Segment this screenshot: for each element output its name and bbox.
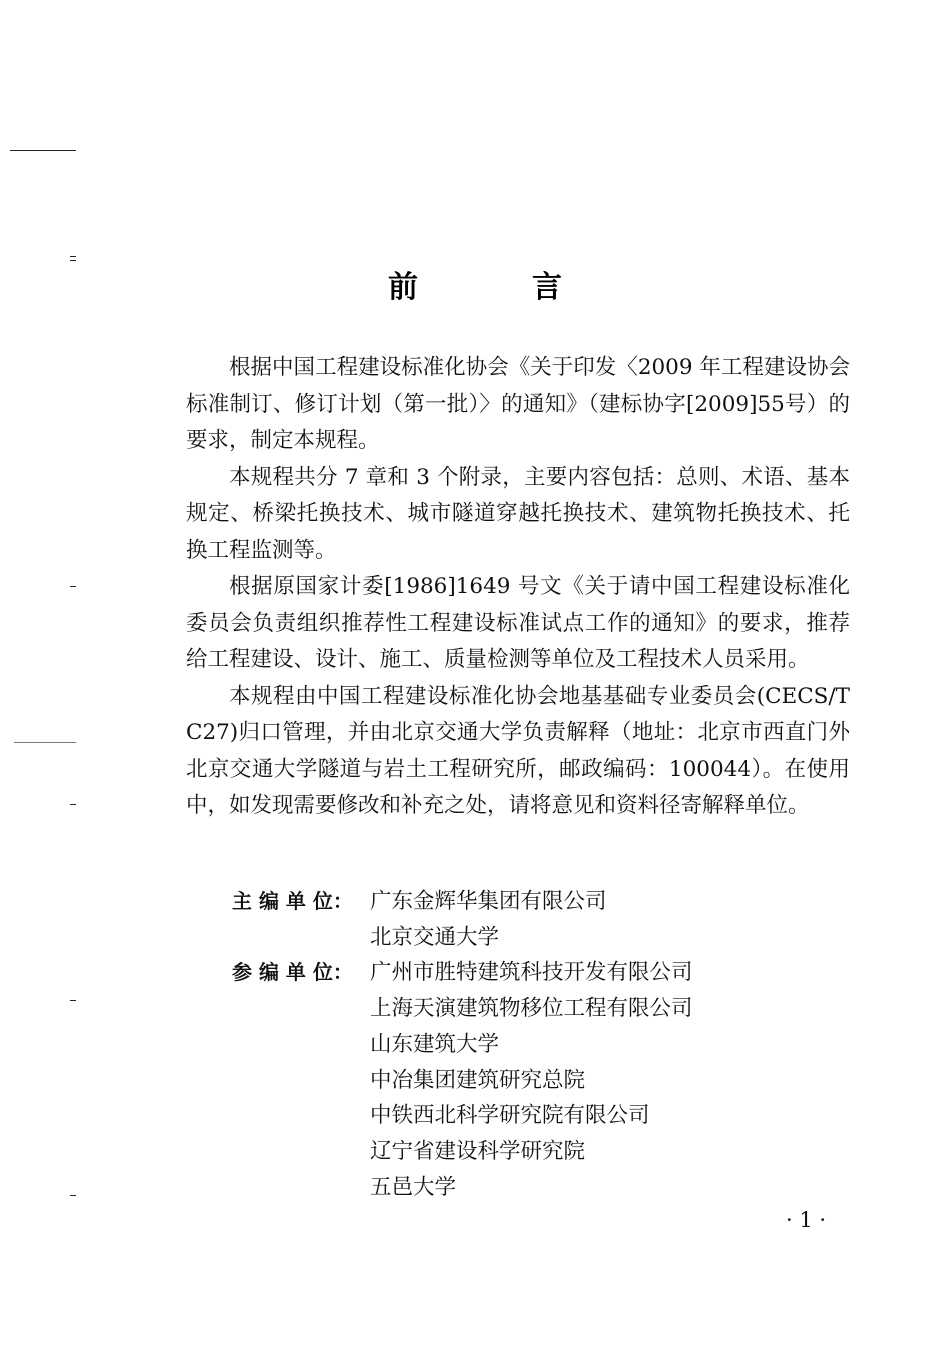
scan-mark <box>70 1195 76 1196</box>
participating-editor-group <box>232 955 852 1205</box>
paragraph: 根据中国工程建设标准化协会《关于印发〈2009 年工程建设协会标准制订、修订计划（第一批）〉的通知》（建标协字[2009]55号）的要求，制定本规程。 <box>186 355 850 453</box>
unit-name: 上海天演建筑物移位工程有限公司 <box>370 996 693 1022</box>
unit-name: 五邑大学 <box>370 1174 457 1200</box>
paragraph: 本规程共分 7 章和 3 个附录，主要内容包括：总则、术语、基本规定、桥梁托换技术、城市隧道穿越托换技术、建筑物托换技术、托换工程监测等。 <box>186 464 850 563</box>
chief-editor-group <box>232 884 852 955</box>
unit-name: 北京交通大学 <box>370 924 500 950</box>
scan-mark <box>70 804 76 805</box>
participating-editor-list <box>370 955 852 1205</box>
chief-editor-label: 主 编 单 位： <box>232 889 353 913</box>
participating-editor-label: 参 编 单 位： <box>232 960 353 985</box>
scan-mark <box>70 1000 76 1001</box>
page-number: · 1 · <box>786 1208 827 1232</box>
paragraph: 根据原国家计委[1986]1649 号文《关于请中国工程建设标准化委员会负责组织推荐性工程建设标准试点工作的通知》的要求，推荐给工程建设、设计、施工、质量检测等单位及工程技术人员采用。 <box>186 574 850 672</box>
page-title: 前 言 <box>388 270 604 306</box>
unit-name: 广东金辉华集团有限公司 <box>370 889 607 914</box>
editing-units <box>232 884 852 1205</box>
unit-name: 中冶集团建筑研究总院 <box>370 1067 586 1093</box>
scan-mark <box>70 256 76 257</box>
scan-mark <box>70 260 76 261</box>
scan-mark <box>14 742 76 743</box>
unit-name: 山东建筑大学 <box>370 1031 500 1057</box>
paragraph: 本规程由中国工程建设标准化协会地基基础专业委员会(CECS/TC27)归口管理，并由北京交通大学负责解释（地址：北京市西直门外北京交通大学隧道与岩土工程研究所，邮政编码：100044）。在使用中，如发现需要修改和补充之处，请将意见和资料径寄解释单位。 <box>186 683 850 818</box>
scan-mark <box>70 586 76 587</box>
unit-name: 中铁西北科学研究院有限公司 <box>370 1103 650 1129</box>
chief-editor-list <box>370 884 852 955</box>
preface-body <box>186 350 850 825</box>
unit-name: 广州市胜特建筑科技开发有限公司 <box>370 960 693 986</box>
scan-mark <box>10 150 76 151</box>
unit-name: 辽宁省建设科学研究院 <box>370 1138 586 1164</box>
